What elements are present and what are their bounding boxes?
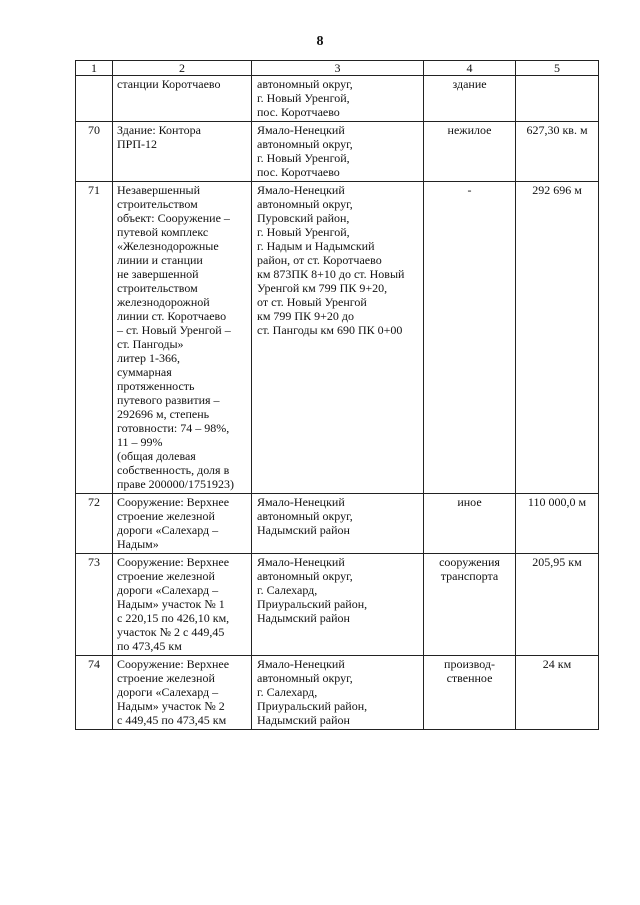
purpose-cell: сооружения транспорта (424, 554, 516, 656)
table-row (76, 76, 599, 122)
address-cell: Ямало-Ненецкий автономный округ, Надымский район (252, 494, 424, 554)
row-number-cell: 74 (76, 656, 113, 730)
area-cell: 292 696 м (516, 182, 599, 494)
header-cell: 5 (516, 61, 599, 76)
table-row (76, 122, 599, 182)
address-cell: Ямало-Ненецкий автономный округ, г. Салехард, Приуральский район, Надымский район (252, 554, 424, 656)
table-row (76, 494, 599, 554)
row-number-cell (76, 76, 113, 122)
object-name-cell: станции Коротчаево (113, 76, 252, 122)
object-name-cell: Сооружение: Верхнее строение железной дороги «Салехард – Надым» участок № 1 с 220,15 по 426,10 км, участок № 2 с 449,45 по 473,45 км (113, 554, 252, 656)
area-cell: 205,95 км (516, 554, 599, 656)
header-cell: 1 (76, 61, 113, 76)
address-cell: Ямало-Ненецкий автономный округ, г. Салехард, Приуральский район, Надымский район (252, 656, 424, 730)
area-cell: 627,30 кв. м (516, 122, 599, 182)
header-cell: 2 (113, 61, 252, 76)
header-cell: 3 (252, 61, 424, 76)
row-number-cell: 71 (76, 182, 113, 494)
purpose-cell: нежилое (424, 122, 516, 182)
table-row (76, 182, 599, 494)
purpose-cell: здание (424, 76, 516, 122)
header-row (76, 61, 599, 76)
page-number: 8 (316, 34, 324, 49)
purpose-cell: производ- ственное (424, 656, 516, 730)
object-name-cell: Здание: Контора ПРП-12 (113, 122, 252, 182)
address-cell: автономный округ, г. Новый Уренгой, пос. Коротчаево (252, 76, 424, 122)
object-name-cell: Сооружение: Верхнее строение железной дороги «Салехард – Надым» (113, 494, 252, 554)
table-row (76, 554, 599, 656)
table-row (76, 656, 599, 730)
object-name-cell: Незавершенный строительством объект: Сооружение – путевой комплекс «Железнодорожные линии и станции не завершенной строительством железнодорожной линии ст. Коротчаево – ст. Новый Уренгой – ст. Пангоды» литер 1-366, суммарная протяженность путевого развития – 292696 м, степень готовности: 74 – 98%, 11 – 99% (общая долевая собственность, доля в праве 200000/1751923) (113, 182, 252, 494)
header-cell: 4 (424, 61, 516, 76)
row-number-cell: 73 (76, 554, 113, 656)
area-cell (516, 76, 599, 122)
row-number-cell: 70 (76, 122, 113, 182)
purpose-cell: - (424, 182, 516, 494)
address-cell: Ямало-Ненецкий автономный округ, г. Новый Уренгой, пос. Коротчаево (252, 122, 424, 182)
address-cell: Ямало-Ненецкий автономный округ, Пуровский район, г. Новый Уренгой, г. Надым и Надымский район, от ст. Коротчаево км 873ПК 8+10 до ст. Новый Уренгой км 799 ПК 9+20, от ст. Новый Уренгой км 799 ПК 9+20 до ст. Пангоды км 690 ПК 0+00 (252, 182, 424, 494)
object-name-cell: Сооружение: Верхнее строение железной дороги «Салехард – Надым» участок № 2 с 449,45 по 473,45 км (113, 656, 252, 730)
area-cell: 24 км (516, 656, 599, 730)
row-number-cell: 72 (76, 494, 113, 554)
area-cell: 110 000,0 м (516, 494, 599, 554)
property-table (75, 60, 599, 730)
purpose-cell: иное (424, 494, 516, 554)
